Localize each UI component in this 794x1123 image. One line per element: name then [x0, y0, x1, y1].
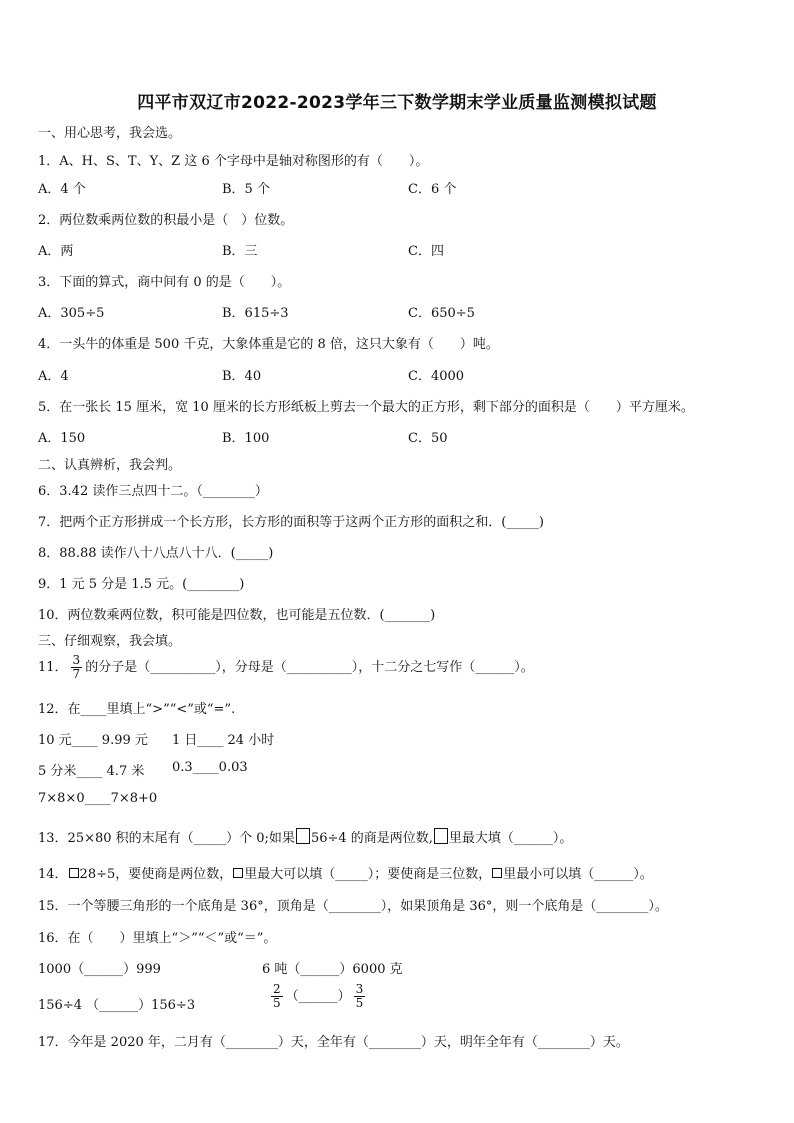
fraction-numerator: 3	[72, 653, 81, 667]
question-number: 11．	[38, 660, 68, 675]
option-a: A．305÷5	[38, 306, 105, 321]
compare-item: 5 分米____ 4.7 米	[38, 764, 145, 779]
compare-item: 10 元____ 9.99 元	[38, 733, 148, 748]
question-text: 里最大可以填（_____）；要使商是三位数，	[244, 867, 492, 882]
question-text: 里最大填（______）。	[448, 831, 573, 846]
option-c: C．四	[408, 244, 444, 259]
option-a: A．4	[38, 369, 69, 384]
question-10: 10．两位数乘两位数，积可能是四位数，也可能是五位数．(_______)	[38, 608, 436, 623]
fraction-numerator: 3	[355, 982, 364, 996]
question-3: 3．下面的算式，商中间有 0 的是（ ）。	[38, 275, 291, 290]
compare-item: 6 吨（______）6000 克	[262, 962, 403, 977]
fraction	[271, 983, 283, 1010]
option-a: A．两	[38, 244, 74, 259]
question-8: 8．88.88 读作八十八点八十八．(_____)	[38, 546, 274, 561]
fraction	[71, 654, 83, 681]
compare-item: 7×8×0____7×8+0	[38, 791, 158, 806]
question-2: 2．两位数乘两位数的积最小是（ ）位数。	[38, 213, 294, 228]
compare-item: 156÷4 （______）156÷3	[38, 998, 196, 1013]
section-heading: 二、认真辨析，我会判。	[38, 458, 182, 473]
option-b: B．40	[222, 369, 262, 384]
question-text: 28÷5，要使商是两位数，	[79, 867, 233, 882]
fraction-denominator: 7	[72, 667, 81, 681]
question-text: 56÷4 的商是两位数,	[310, 831, 433, 846]
question-9: 9．1 元 5 分是 1.5 元。(________)	[38, 577, 245, 592]
option-b: B．三	[222, 244, 258, 259]
blank-box	[296, 828, 310, 844]
blank-box	[434, 828, 448, 844]
blank-box	[492, 868, 502, 878]
option-a: A．150	[38, 431, 86, 446]
section-heading: 三、仔细观察，我会填。	[38, 634, 182, 649]
section-heading: 一、用心思考，我会选。	[38, 126, 182, 141]
fraction-denominator: 5	[273, 996, 281, 1010]
option-a: A．4 个	[38, 182, 86, 197]
compare-item: 1000（______）999	[38, 962, 161, 977]
option-b: B．100	[222, 431, 270, 446]
option-c: C．4000	[408, 369, 465, 384]
question-15: 15．一个等腰三角形的一个底角是 36°，顶角是（________），如果顶角是 36°，则一个底角是（________）。	[38, 899, 668, 914]
question-16: 16．在（ ）里填上“＞”“＜”或“＝”。	[38, 931, 277, 946]
question-4: 4．一头牛的体重是 500 千克，大象体重是它的 8 倍，这只大象有（ ）吨。	[38, 337, 499, 352]
question-text: 13．25×80 积的末尾有（_____）个 0;如果	[38, 831, 295, 846]
question-text: 里最小可以填（______）。	[503, 867, 653, 882]
option-b: B．615÷3	[222, 306, 289, 321]
blank-box	[69, 868, 79, 878]
option-c: C．6 个	[408, 182, 457, 197]
compare-blank: （______）	[285, 989, 351, 1004]
question-7: 7．把两个正方形拼成一个长方形，长方形的面积等于这两个正方形的面积之和．(_____)	[38, 515, 544, 530]
question-12: 12．在____里填上“>”“<”或“=”.	[38, 702, 236, 717]
question-text: 的分子是（__________），分母是（__________），十二分之七写作（______）。	[85, 660, 534, 675]
question-17: 17．今年是 2020 年，二月有（________）天，全年有（________）天，明年全年有（________）天。	[38, 1035, 629, 1050]
question-5: 5．在一张长 15 厘米，宽 10 厘米的长方形纸板上剪去一个最大的正方形，剩下部分的面积是（ ）平方厘米。	[38, 400, 694, 415]
fraction-comparison	[268, 983, 368, 1010]
option-c: C．650÷5	[408, 306, 475, 321]
option-b: B．5 个	[222, 182, 270, 197]
fraction-denominator: 5	[355, 996, 364, 1010]
question-13	[38, 827, 572, 846]
question-14	[38, 863, 653, 882]
blank-box	[233, 868, 243, 878]
question-6: 6．3.42 读作三点四十二。（________）	[38, 484, 268, 499]
question-number: 14．	[38, 867, 68, 882]
question-1: 1．A、H、S、T、Y、Z 这 6 个字母中是轴对称图形的有（ ）。	[38, 154, 429, 169]
page-title: 四平市双辽市2022-2023学年三下数学期末学业质量监测模拟试题	[137, 93, 657, 113]
compare-item: 0.3____0.03	[172, 760, 248, 775]
compare-item: 1 日____ 24 小时	[172, 733, 275, 748]
fraction	[354, 983, 366, 1010]
question-11	[38, 654, 534, 681]
option-c: C．50	[408, 431, 448, 446]
fraction-numerator: 2	[273, 982, 281, 996]
